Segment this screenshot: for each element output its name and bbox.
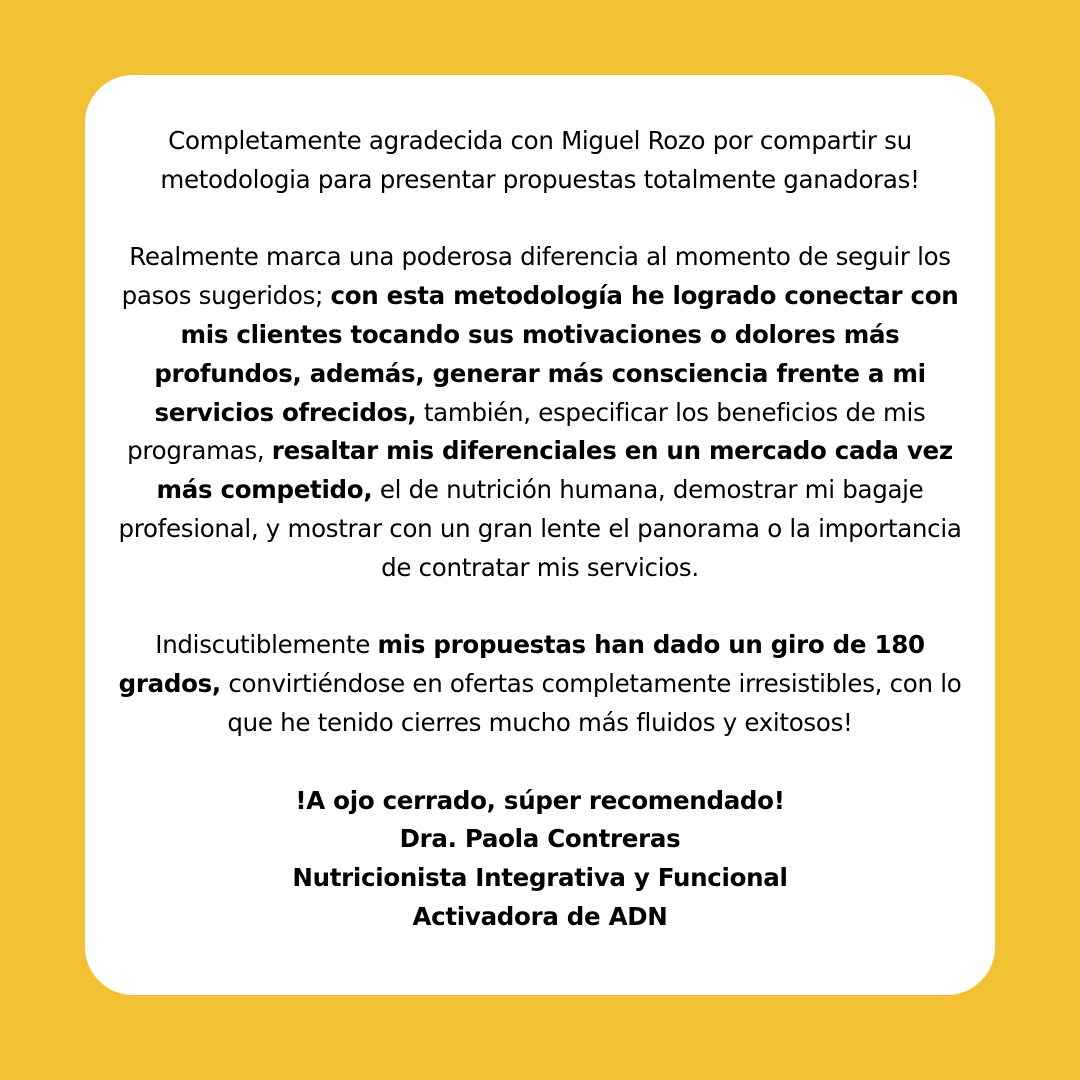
body-text-2: también, especificar los beneficios de mis programas, — [127, 397, 926, 466]
testimonial-card — [85, 75, 995, 995]
paragraph-spacer — [117, 200, 963, 239]
testimonial-conclusion-paragraph — [117, 626, 963, 742]
recommendation-tagline: !A ojo cerrado, súper recomendado! — [295, 785, 785, 815]
paragraph-spacer — [117, 588, 963, 627]
signature-block — [117, 782, 963, 937]
conclusion-text-1: Indiscutiblemente — [155, 630, 378, 660]
body-highlight-2: resaltar mis diferenciales en un mercado cada vez más competido, — [156, 436, 953, 505]
paragraph-spacer — [117, 743, 963, 782]
conclusion-text-2: convirtiéndose en ofertas completamente irresistibles, con lo que he tenido cierres mucho más fluidos y exitosos! — [220, 669, 962, 737]
author-title: Nutricionista Integrativa y Funcional — [292, 863, 788, 893]
author-role: Activadora de ADN — [412, 901, 668, 931]
intro-text: Completamente agradecida con Miguel Rozo por compartir su metodologia para presentar propuestas totalmente ganadoras! — [160, 126, 920, 194]
testimonial-intro-paragraph — [117, 122, 963, 200]
body-highlight-1: con esta metodología he logrado conectar con mis clientes tocando sus motivaciones o dolores más profundos, además, generar más consciencia frente a mi servicios ofrecidos, — [154, 281, 959, 427]
body-text-3: el de nutrición humana, demostrar mi bagaje profesional, y mostrar con un gran lente el panorama o la importancia de contratar mis servicios. — [118, 475, 962, 582]
body-text-1: Realmente marca una poderosa diferencia al momento de seguir los pasos sugeridos; — [121, 242, 951, 311]
testimonial-body-paragraph — [117, 238, 963, 587]
author-name: Dra. Paola Contreras — [399, 824, 681, 854]
conclusion-highlight: mis propuestas han dado un giro de 180 grados, — [118, 630, 925, 699]
